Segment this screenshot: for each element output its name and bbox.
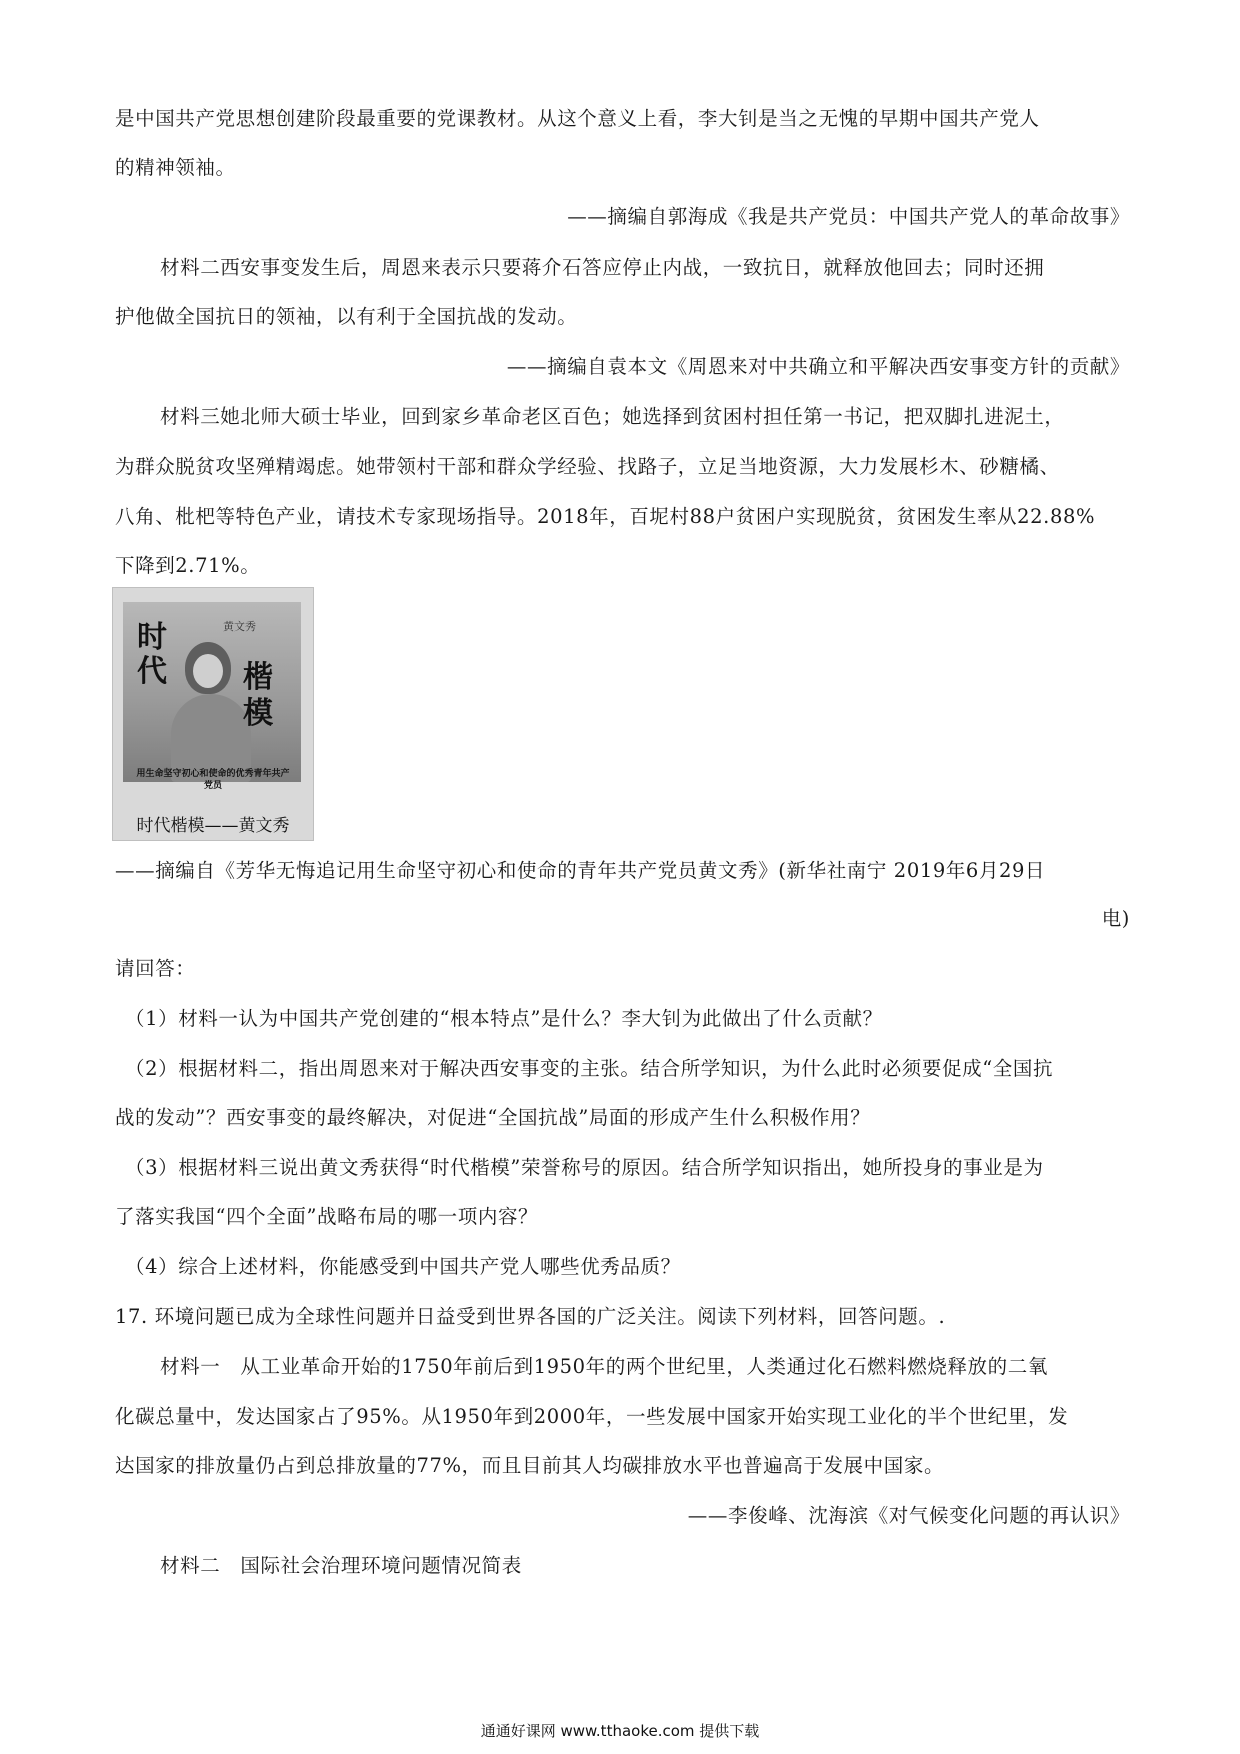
question-2-cont: 战的发动”？西安事变的最终解决，对促进“全国抗战”局面的形成产生什么积极作用？ [115,1106,871,1129]
material-3-text-line: 为群众脱贫攻坚殚精竭虑。她带领村干部和群众学经验、找路子，立足当地资源，大力发展杉木、砂糖橘、 [115,455,1060,478]
material-1-text-line: 是中国共产党思想创建阶段最重要的党课教材。从这个意义上看，李大钊是当之无愧的早期中国共产党人 [115,107,1040,130]
q17-material-1-line: 达国家的排放量仍占到总排放量的77%，而且目前其人均碳排放水平也普遍高于发展中国家。 [115,1454,945,1477]
material-2-text-line: 护他做全国抗日的领袖，以有利于全国抗战的发动。 [115,305,578,328]
huang-wenxiu-photo [112,587,314,841]
poster-title-char: 楷 [243,660,273,695]
photo-caption: 时代楷模——黄文秀 [136,816,290,836]
question-2: （2）根据材料二，指出周恩来对于解决西安事变的主张。结合所学知识，为什么此时必须要促成“全国抗 [125,1057,1054,1080]
material-1-source: ——摘编自郭海成《我是共产党员：中国共产党人的革命故事》 [567,205,1130,228]
portrait-face [193,654,223,688]
question-1: （1）材料一认为中国共产党创建的“根本特点”是什么？李大钊为此做出了什么贡献？ [125,1007,883,1030]
material-3-text-line: 八角、枇杷等特色产业，请技术专家现场指导。2018年，百坭村88户贫困户实现脱贫，贫困发生率从22.88% [115,505,1096,528]
material-3-text-line: 下降到2.71%。 [115,554,261,577]
material-3-text-line: 材料三她北师大硕士毕业，回到家乡革命老区百色；她选择到贫困村担任第一书记，把双脚扎进泥土， [160,405,1065,428]
question-17-stem: 17. 环境问题已成为全球性问题并日益受到世界各国的广泛关注。阅读下列材料，回答问题。. [115,1305,946,1328]
material-3-source-cont: 电) [1101,907,1130,930]
q17-material-1-line: 材料一 从工业革命开始的1750年前后到1950年的两个世纪里，人类通过化石燃料燃烧释放的二氧 [160,1355,1048,1378]
answer-prompt: 请回答： [115,957,196,980]
question-3-cont: 了落实我国“四个全面”战略布局的哪一项内容？ [115,1205,539,1228]
material-2-text-line: 材料二西安事变发生后，周恩来表示只要蒋介石答应停止内战，一致抗日，就释放他回去；同时还拥 [160,256,1045,279]
poster-signature: 黄文秀 [223,620,256,633]
material-3-source: ——摘编自《芳华无悔追记用生命坚守初心和使命的青年共产党员黄文秀》(新华社南宁 2019年6月29日 [115,859,1046,882]
poster-title-char: 代 [137,654,167,689]
poster-slogan: 用生命坚守初心和使命的优秀青年共产党员 [136,769,290,791]
material-1-text-line: 的精神领袖。 [115,156,236,179]
q17-material-2: 材料二 国际社会治理环境问题情况简表 [160,1554,522,1577]
q17-material-1-line: 化碳总量中，发达国家占了95%。从1950年到2000年，一些发展中国家开始实现工业化的半个世纪里，发 [115,1405,1069,1428]
q17-material-1-source: ——李俊峰、沈海滨《对气候变化问题的再认识》 [687,1504,1130,1527]
poster-title-char: 时 [137,620,167,655]
poster-image [123,602,301,782]
page-footer: 通通好课网 www.tthaoke.com 提供下载 [480,1722,760,1740]
poster-title-char: 模 [243,696,273,731]
question-3: （3）根据材料三说出黄文秀获得“时代楷模”荣誉称号的原因。结合所学知识指出，她所投身的事业是为 [125,1156,1044,1179]
material-2-source: ——摘编自袁本文《周恩来对中共确立和平解决西安事变方针的贡献》 [506,355,1130,378]
question-4: （4）综合上述材料，你能感受到中国共产党人哪些优秀品质？ [125,1255,681,1278]
